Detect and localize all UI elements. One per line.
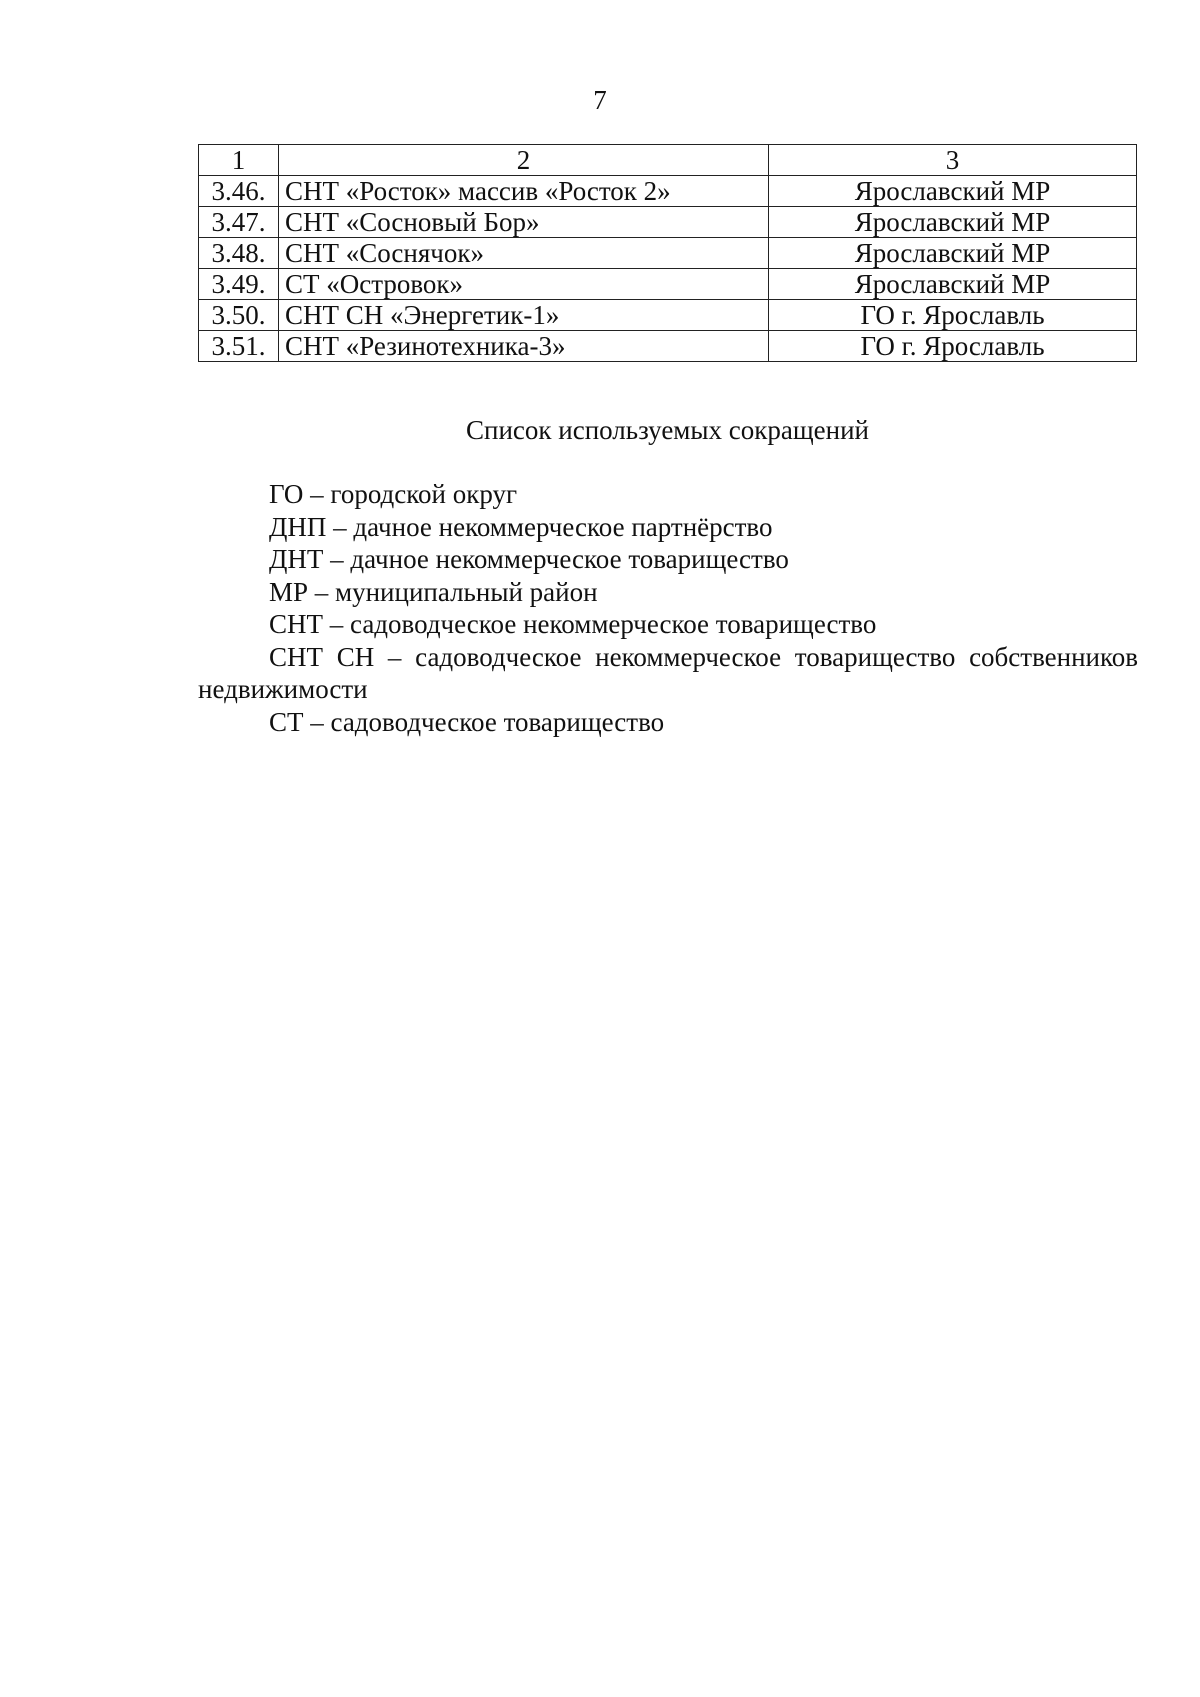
header-cell-3: 3 [769,145,1137,176]
district-name: Ярославский МР [769,176,1137,207]
row-number: 3.50. [199,300,279,331]
organization-name: СНТ СН «Энергетик-1» [279,300,769,331]
table-header-row [199,145,1137,176]
organization-name: СНТ «Сосновый Бор» [279,207,769,238]
row-number: 3.51. [199,331,279,362]
abbreviation-item: СНТ – садоводческое некоммерческое товарищество [269,609,877,639]
table-row [199,331,1137,362]
organization-name: СНТ «Росток» массив «Росток 2» [279,176,769,207]
row-number: 3.48. [199,238,279,269]
table-row [199,300,1137,331]
table-row [199,176,1137,207]
abbreviation-item: СНТ СН – садоводческое некоммерческое товарищество собственников недвижимости [198,641,1138,704]
district-name: Ярославский МР [769,207,1137,238]
district-name: ГО г. Ярославль [769,331,1137,362]
abbreviations-list [198,478,1138,738]
table-row [199,269,1137,300]
header-cell-2: 2 [279,145,769,176]
row-number: 3.47. [199,207,279,238]
abbreviation-item: СТ – садоводческое товарищество [269,706,665,737]
district-name: ГО г. Ярославль [769,300,1137,331]
table-row [199,238,1137,269]
header-cell-1: 1 [199,145,279,176]
row-number: 3.46. [199,176,279,207]
organizations-table [198,144,1137,362]
abbreviation-item: ГО – городской округ [269,479,518,509]
table-row [199,207,1137,238]
abbreviations-title: Список используемых сокращений [466,415,869,445]
abbreviation-item: ДНТ – дачное некоммерческое товарищество [269,544,789,574]
organization-name: СНТ «Резинотехника-3» [279,331,769,362]
organization-name: СНТ «Соснячок» [279,238,769,269]
district-name: Ярославский МР [769,269,1137,300]
page-number: 7 [593,85,607,115]
row-number: 3.49. [199,269,279,300]
organization-name: СТ «Островок» [279,269,769,300]
abbreviation-item: ДНП – дачное некоммерческое партнёрство [269,511,773,542]
district-name: Ярославский МР [769,238,1137,269]
abbreviation-item: МР – муниципальный район [269,576,598,607]
